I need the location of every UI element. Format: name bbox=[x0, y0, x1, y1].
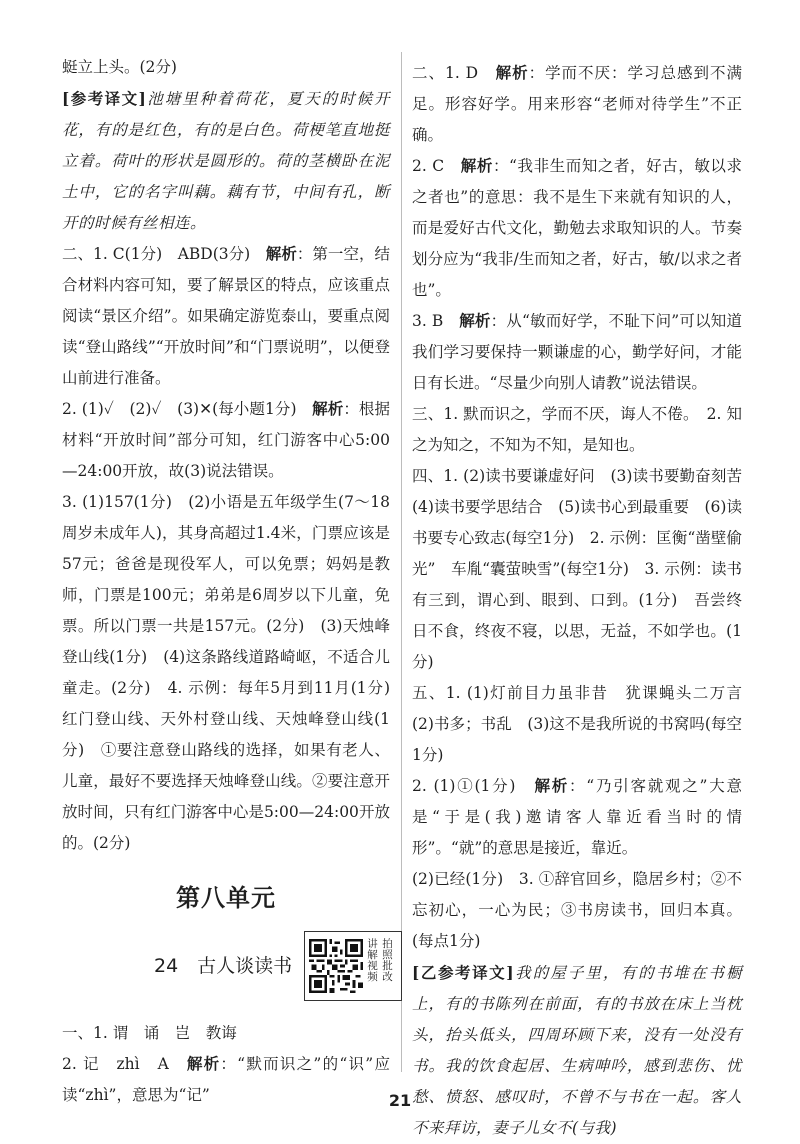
reference-translation bbox=[62, 83, 390, 239]
lesson-header bbox=[62, 928, 393, 1004]
answer-r8: (2)已经(1分) 3. ①辞官回乡，隐居乡村；②不忘初心，一心为民；③书房读书，回归本真。(每点1分) bbox=[412, 870, 742, 950]
translation-b bbox=[412, 957, 742, 1144]
answer-s2-q2: 2. (1)✓ (2)✓ (3)✕(每小题1分) 解析：根据材料“开放时间”部分可知，红门游客中心5:00—24:00开放，故(3)说法错误。 bbox=[62, 400, 390, 480]
answer-r5: 四、1. (2)读书要谦虚好问 (3)读书要勤奋刻苦 (4)读书要学思结合 (5)读书心到最重要 (6)读书要专心致志(每空1分) 2. 示例：匡衡“凿壁偷光” 车胤“囊萤映雪”(每空1分) 3. 示例：读书有三到，谓心到、眼到、口到。(1分) 吾尝终日不食，终夜不寝，以思，无益，不如学也。(1分) bbox=[412, 467, 758, 671]
answer-r7: 2. (1)①(1分) 解析：“乃引客就观之”大意是“于是(我)邀请客人靠近看当时的情形”。“就”的意思是接近，靠近。 bbox=[412, 777, 742, 857]
lesson-title: 24 古人谈读书 bbox=[154, 954, 293, 977]
analysis-label: 解析 bbox=[265, 245, 297, 263]
qr-panel[interactable] bbox=[304, 931, 402, 1001]
translation-label: [乙参考译文] bbox=[412, 963, 514, 982]
right-column bbox=[412, 58, 758, 1144]
translation-text: 池塘里种着荷花，夏天的时候开花，有的是红色，有的是白色。荷梗笔直地挺立着。荷叶的形状是圆形的。荷的茎横卧在泥土中，它的名字叫藕。藕有节，中间有孔，断开的时候有丝相连。 bbox=[62, 90, 390, 232]
analysis-label: 解析 bbox=[312, 400, 344, 418]
analysis-label: 解析 bbox=[495, 64, 529, 82]
column-divider bbox=[401, 52, 402, 1072]
translation-text: 我的屋子里，有的书堆在书橱上，有的书陈列在前面，有的书放在床上当枕头，抬头低头，四周环顾下来，没有一处没有书。我的饮食起居、生病呻吟，感到悲伤、忧愁、愤怒、感叹时，不曾不与书在一起。客人不来拜访，妻子儿女不(与我) bbox=[412, 964, 742, 1137]
unit-title: 第八单元 bbox=[176, 884, 276, 912]
translation-label: [参考译文] bbox=[62, 89, 146, 108]
page-number: 21 bbox=[388, 1091, 412, 1110]
analysis-label: 解析 bbox=[460, 157, 493, 175]
answer-r1: 二、1. D 解析：学而不厌：学习总感到不满足。形容好学。用来形容“老师对待学生”不正确。 bbox=[412, 64, 742, 144]
left-column bbox=[62, 52, 406, 1111]
answer-l24-q2: 2. 记 zhì A 解析：“默而识之”的“识”应读“zhì”，意思为“记” bbox=[62, 1055, 390, 1104]
analysis-label: 解析 bbox=[186, 1055, 221, 1073]
answer-r4: 三、1. 默而识之，学而不厌，诲人不倦。 2. 知之为知之，不知为不知，是知也。 bbox=[412, 405, 742, 454]
answer-r3: 3. B 解析：从“敏而好学，不耻下问”可以知道我们学习要保持一颗谦虚的心，勤学好问，才能日有长进。“尽量少向别人请教”说法错误。 bbox=[412, 312, 742, 392]
qr-caption: 讲 解 视 频 拍 照 批 改 bbox=[367, 937, 393, 983]
qr-code-icon[interactable] bbox=[309, 939, 363, 993]
answer-r2: 2. C 解析：“我非生而知之者，好古，敏以求之者也”的意思：我不是生下来就有知识的人，而是爱好古代文化，勤勉去求取知识的人。节奏划分应为“我非/生而知之者，好古，敏/以求之者也”。 bbox=[412, 157, 742, 299]
analysis-label: 解析 bbox=[459, 312, 491, 330]
answer-s2-q1: 二、1. C(1分) ABD(3分) 解析：第一空，结合材料内容可知，要了解景区的特点，应该重点阅读“景区介绍”。如果确定游览泰山，要重点阅读“登山路线”“开放时间”和“门票说明”，以便登山前进行准备。 bbox=[62, 245, 390, 387]
answer-r6: 五、1. (1)灯前目力虽非昔 犹课蝇头二万言 (2)书多；书乱 (3)这不是我所说的书窝吗(每空1分) bbox=[412, 684, 758, 764]
answer-s2-q3: 3. (1)157(1分) (2)小语是五年级学生(7～18周岁未成年人)，其身高超过1.4米，门票应该是57元；爸爸是现役军人，可以免票；妈妈是教师，门票是100元；弟弟是6周岁以下儿童，免票。所以门票一共是157元。(2分) (3)天烛峰登山线(1分) (4)这条路线道路崎岖，不适合儿童走。(2分) 4. 示例：每年5月到11月(1分) 红门登山线、天外村登山线、天烛峰登山线(1分) ①要注意登山路线的选择，如果有老人、儿童，最好不要选择天烛峰登山线。②要注意开放时间，只有红门游客中心是5:00—24:00开放的。(2分) bbox=[62, 493, 406, 852]
answer-line: 蜓立上头。(2分) bbox=[62, 58, 177, 76]
analysis-label: 解析 bbox=[534, 777, 569, 795]
answer-l24-q1: 一、1. 谓 诵 岂 教诲 bbox=[62, 1024, 237, 1042]
